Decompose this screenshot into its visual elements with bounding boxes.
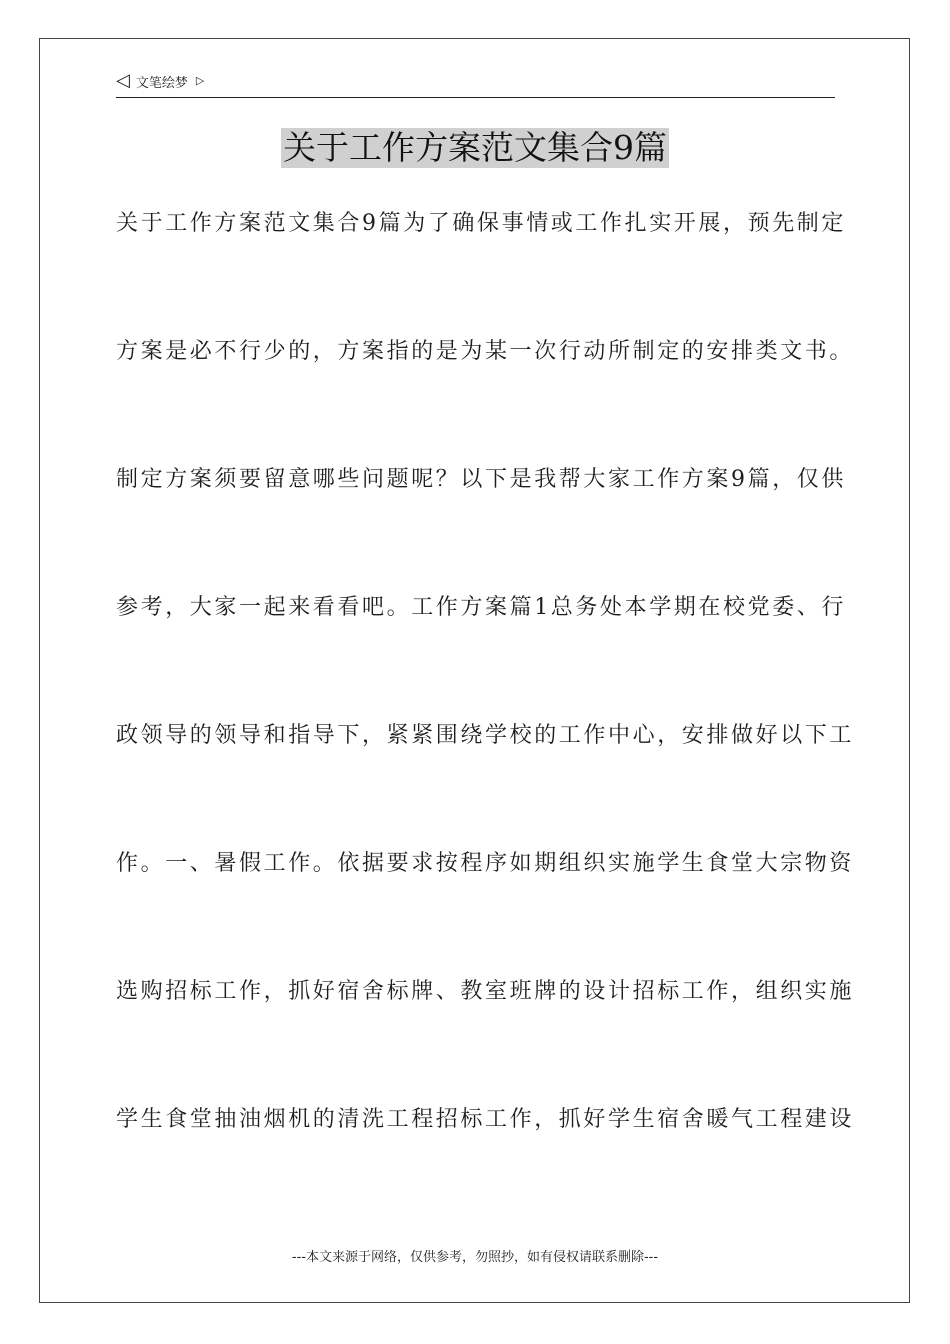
body-line: 学生食堂抽油烟机的清洗工程招标工作，抓好学生宿舍暖气工程建设	[116, 1107, 855, 1132]
page-footer: ---本文来源于网络，仅供参考，勿照抄，如有侵权请联系删除---	[291, 1250, 659, 1265]
triangle-right-icon: ▷	[195, 74, 205, 87]
document-body	[116, 198, 855, 1222]
body-line: 制定方案须要留意哪些问题呢？以下是我帮大家工作方案9篇，仅供	[116, 467, 846, 492]
body-line: 政领导的领导和指导下，紧紧围绕学校的工作中心，安排做好以下工	[116, 723, 855, 748]
title-container	[0, 128, 950, 168]
page-header	[116, 70, 835, 98]
triangle-left-icon: ◁	[116, 70, 130, 91]
body-line: 作。一、暑假工作。依据要求按程序如期组织实施学生食堂大宗物资	[116, 851, 855, 876]
document-title: 关于工作方案范文集合9篇	[283, 128, 667, 167]
body-line: 方案是必不行少的，方案指的是为某一次行动所制定的安排类文书。	[116, 339, 855, 364]
body-line: 选购招标工作，抓好宿舍标牌、教室班牌的设计招标工作，组织实施	[116, 979, 855, 1004]
body-line: 参考，大家一起来看看吧。工作方案篇1总务处本学期在校党委、行	[116, 595, 846, 620]
brand-name: 文笔绘梦	[135, 76, 188, 91]
body-line: 关于工作方案范文集合9篇为了确保事情或工作扎实开展，预先制定	[116, 211, 846, 236]
